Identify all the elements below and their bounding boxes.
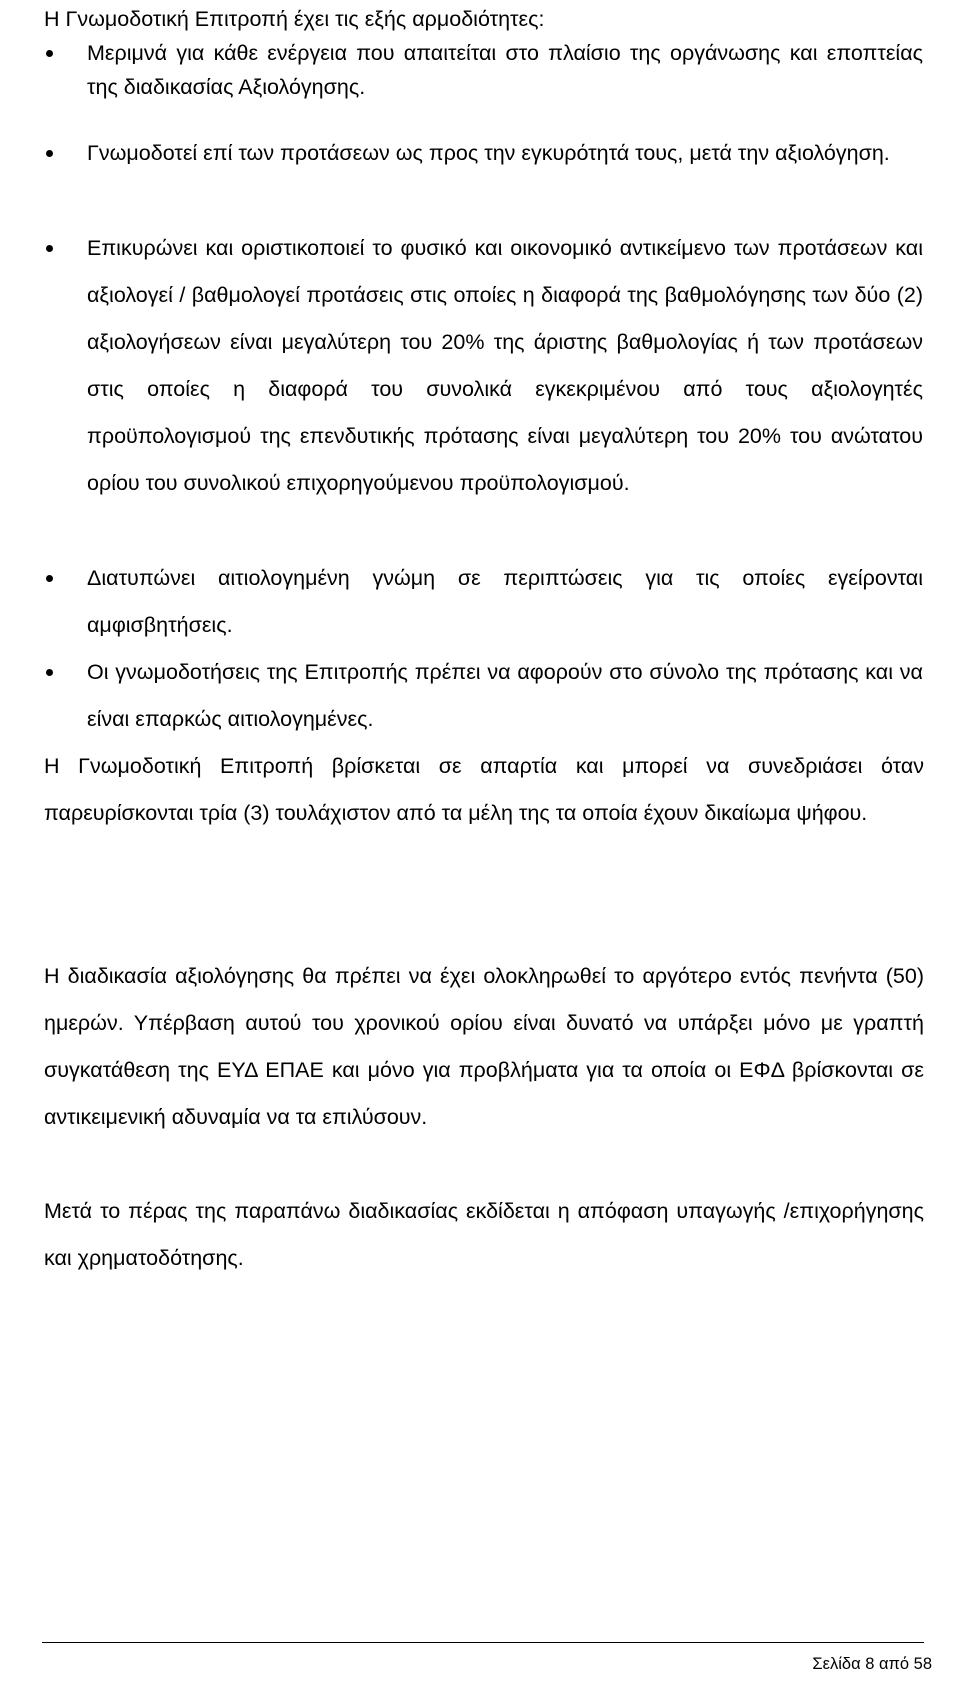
quorum-paragraph: Η Γνωμοδοτική Επιτροπή βρίσκεται σε απαρτία και μπορεί να συνεδριάσει όταν παρευρίσκονται τρία (3) τουλάχιστον από τα μέλη της τα οποία έχουν δικαίωμα ψήφου. <box>44 754 924 825</box>
bullet-icon <box>46 150 53 157</box>
bullet-icon <box>46 669 53 676</box>
footer-divider <box>42 1642 924 1643</box>
list-item-text: Οι γνωμοδοτήσεις της Επιτροπής πρέπει να αφορούν στο σύνολο της πρότασης και να είναι επαρκώς αιτιολογημένες. <box>87 660 923 731</box>
bullet-icon <box>46 50 53 57</box>
list-item-text: Διατυπώνει αιτιολογημένη γνώμη σε περιπτώσεις για τις οποίες εγείρονται αμφισβητήσεις. <box>87 566 923 637</box>
bullet-icon <box>46 245 53 252</box>
list-item-text: Μεριμνά για κάθε ενέργεια που απαιτείται στο πλαίσιο της οργάνωσης και εποπτείας της διαδικασίας Αξιολόγησης. <box>87 41 923 99</box>
page-number: Σελίδα 8 από 58 <box>812 1655 932 1673</box>
bullet-icon <box>46 575 53 582</box>
deadline-paragraph: Η διαδικασία αξιολόγησης θα πρέπει να έχει ολοκληρωθεί το αργότερο εντός πενήντα (50) ημερών. Υπέρβαση αυτού του χρονικού ορίου είναι δυνατό να υπάρξει μόνο με γραπτή συγκατάθεση της ΕΥΔ ΕΠΑΕ και μόνο για προβλήματα για τα οποία οι ΕΦΔ βρίσκονται σε αντικειμενική αδυναμία να τα επιλύσουν. <box>44 964 924 1129</box>
intro-heading: Η Γνωμοδοτική Επιτροπή έχει τις εξής αρμοδιότητες: <box>44 7 545 31</box>
decision-paragraph: Μετά το πέρας της παραπάνω διαδικασίας εκδίδεται η απόφαση υπαγωγής /επιχορήγησης και χρηματοδότησης. <box>44 1199 924 1270</box>
list-item-text: Επικυρώνει και οριστικοποιεί το φυσικό και οικονομικό αντικείμενο των προτάσεων και αξιολογεί / βαθμολογεί προτάσεις στις οποίες η διαφορά της βαθμολόγησης των δύο (2) αξιολογήσεων είναι μεγαλύτερη του 20% της άριστης βαθμολογίας ή των προτάσεων στις οποίες η διαφορά του συνολικά εγκεκριμένου από τους αξιολογητές προϋπολογισμού της επενδυτικής πρότασης είναι μεγαλύτερη του 20% του ανώτατου ορίου του συνολικού επιχορηγούμενου προϋπολογισμού. <box>87 236 923 495</box>
list-item-text: Γνωμοδοτεί επί των προτάσεων ως προς την εγκυρότητά τους, μετά την αξιολόγηση. <box>87 141 890 165</box>
